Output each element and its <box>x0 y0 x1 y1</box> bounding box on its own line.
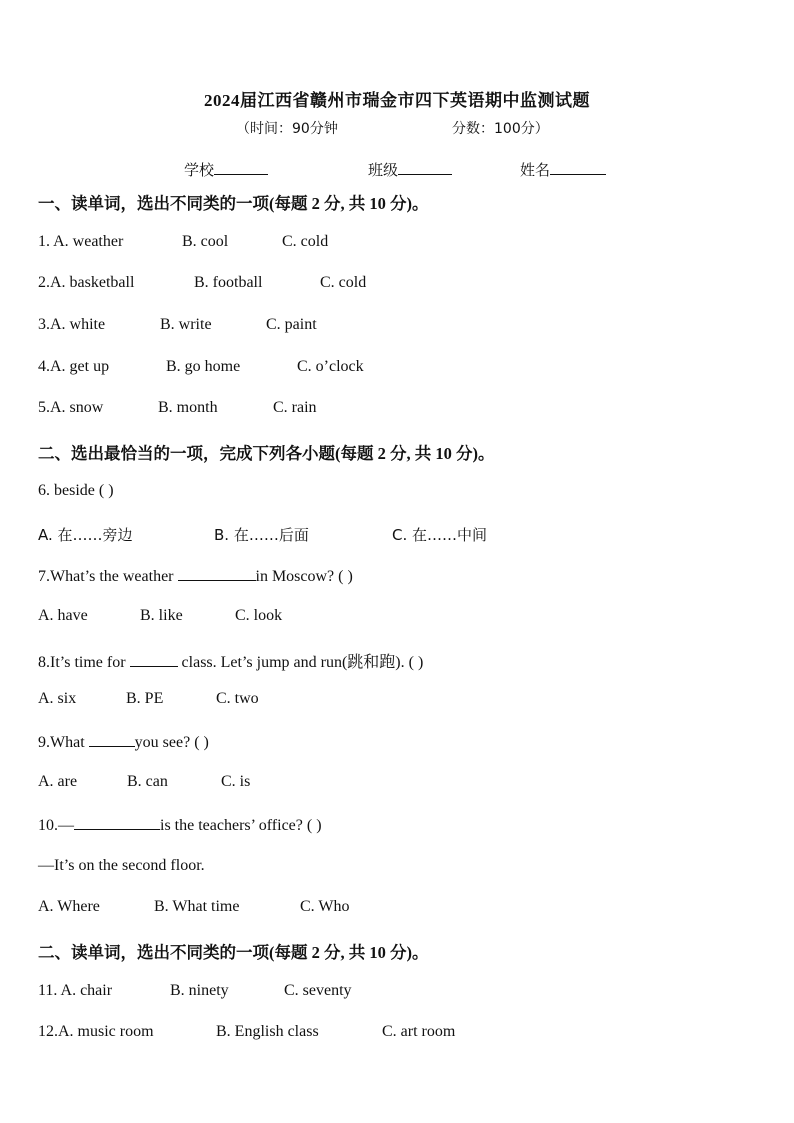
school-blank[interactable] <box>214 160 268 175</box>
q10-blank[interactable] <box>74 815 160 830</box>
q5-option-b: B. month <box>158 399 218 416</box>
q7-option-c: C. look <box>235 607 283 624</box>
time-info: （时间：90分钟 <box>236 121 338 137</box>
question-7-stem <box>38 566 353 586</box>
question-1 <box>38 233 123 251</box>
q12-option-a: 12.A. music room <box>38 1023 154 1040</box>
q8-stem-end: class. Let’s jump and run(跳和跑). ( ) <box>177 654 424 671</box>
question-5 <box>38 399 103 417</box>
name-blank[interactable] <box>550 160 606 175</box>
q4-option-c: C. o’clock <box>297 358 364 375</box>
q10-answer-line: —It’s on the second floor. <box>38 857 205 874</box>
q11-option-b: B. ninety <box>170 982 229 999</box>
class-label: 班级 <box>368 161 399 179</box>
question-11 <box>38 982 112 1000</box>
q8-stem-start: 8.It’s time for <box>38 654 130 671</box>
section-1-heading: 一、读单词，选出不同类的一项(每题 2 分, 共 10 分)。 <box>38 194 429 213</box>
q1-option-a: 1. A. weather <box>38 233 124 250</box>
q10-option-a: A. Where <box>38 898 100 915</box>
q9-option-a: A. are <box>38 773 78 790</box>
q5-option-c: C. rain <box>273 399 317 416</box>
q7-option-b: B. like <box>140 607 183 624</box>
name-label: 姓名 <box>520 161 551 179</box>
question-4 <box>38 358 109 376</box>
q9-stem-start: 9.What <box>38 734 89 751</box>
q12-option-c: C. art room <box>382 1023 456 1040</box>
school-label: 学校 <box>184 161 215 179</box>
q1-option-c: C. cold <box>282 233 329 250</box>
school-field <box>184 159 268 180</box>
q6-option-b: B. 在……后面 <box>214 526 309 544</box>
q3-option-b: B. write <box>160 316 212 333</box>
q7-option-a: A. have <box>38 607 88 624</box>
q9-stem-end: you see? ( ) <box>134 734 209 751</box>
name-field <box>520 159 606 180</box>
class-field <box>368 159 452 180</box>
q4-option-b: B. go home <box>166 358 241 375</box>
q6-option-c: C. 在……中间 <box>392 526 488 544</box>
q4-option-a: 4.A. get up <box>38 358 110 375</box>
question-2 <box>38 274 134 292</box>
page-title: 2024届江西省赣州市瑞金市四下英语期中监测试题 <box>204 91 590 110</box>
q1-option-b: B. cool <box>182 233 229 250</box>
q10-stem-end: is the teachers’ office? ( ) <box>160 817 322 834</box>
q7-stem-end: in Moscow? ( ) <box>255 568 353 585</box>
q9-blank[interactable] <box>89 732 135 747</box>
section-3-heading: 二、读单词，选出不同类的一项(每题 2 分, 共 10 分)。 <box>38 943 429 962</box>
q3-option-c: C. paint <box>266 316 317 333</box>
q5-option-a: 5.A. snow <box>38 399 104 416</box>
score-info: 分数：100分） <box>452 121 549 137</box>
q10-stem-start: 10.— <box>38 817 74 834</box>
q9-option-b: B. can <box>127 773 168 790</box>
question-8-stem <box>38 649 423 672</box>
question-10-stem <box>38 815 322 835</box>
class-blank[interactable] <box>398 160 452 175</box>
q2-option-c: C. cold <box>320 274 367 291</box>
q10-option-b: B. What time <box>154 898 240 915</box>
q7-blank[interactable] <box>178 566 256 581</box>
q8-blank[interactable] <box>130 652 178 667</box>
q11-option-c: C. seventy <box>284 982 352 999</box>
q3-option-a: 3.A. white <box>38 316 106 333</box>
question-9-stem <box>38 732 209 752</box>
q8-option-b: B. PE <box>126 690 164 707</box>
q6-option-a: A. 在……旁边 <box>38 526 133 544</box>
question-6-stem: 6. beside ( ) <box>38 482 114 499</box>
q2-option-a: 2.A. basketball <box>38 274 135 291</box>
question-12 <box>38 1023 154 1041</box>
q11-option-a: 11. A. chair <box>38 982 113 999</box>
q8-option-c: C. two <box>216 690 259 707</box>
q8-option-a: A. six <box>38 690 77 707</box>
q9-option-c: C. is <box>221 773 251 790</box>
question-3 <box>38 316 105 334</box>
section-2-heading: 二、选出最恰当的一项，完成下列各小题(每题 2 分, 共 10 分)。 <box>38 444 495 463</box>
q2-option-b: B. football <box>194 274 263 291</box>
q7-stem-start: 7.What’s the weather <box>38 568 178 585</box>
q12-option-b: B. English class <box>216 1023 319 1040</box>
q10-option-c: C. Who <box>300 898 350 915</box>
